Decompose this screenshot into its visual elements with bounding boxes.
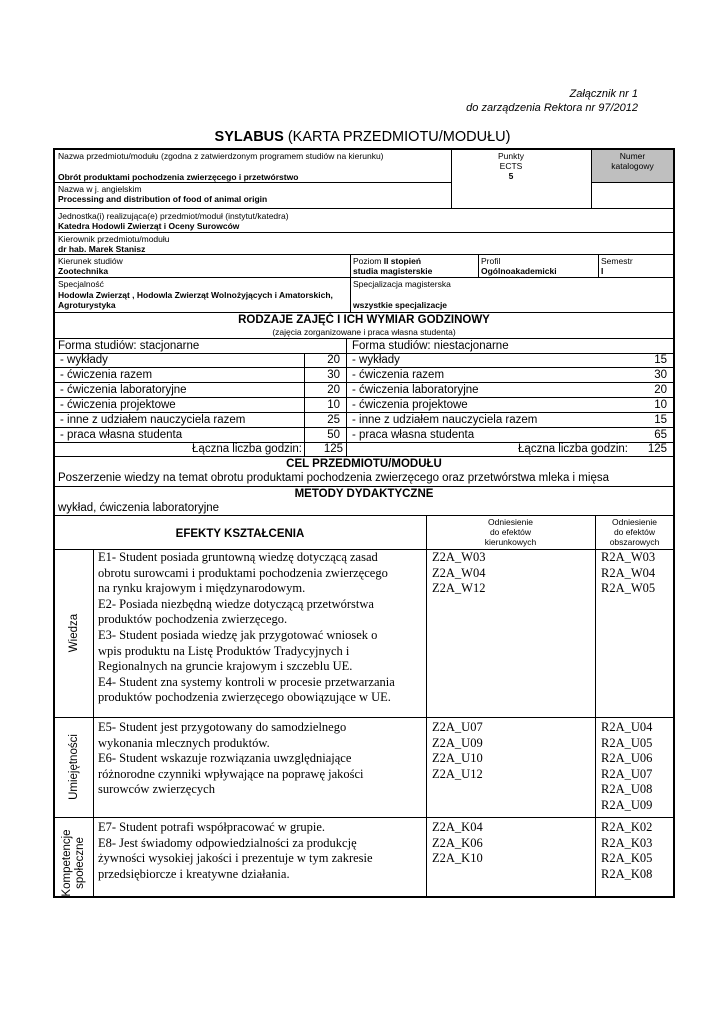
directional-effect-code: Z2A_W12 — [432, 581, 486, 596]
parttime-row-hours: 65 — [654, 429, 667, 441]
catalog-label-2: katalogowy — [611, 161, 654, 171]
fulltime-row-label: - ćwiczenia laboratoryjne — [60, 384, 187, 396]
effect-line: wykonania mlecznych produktów. — [98, 735, 270, 750]
effect-line: wpis produktu na Listę Produktów Tradycyjnych i — [98, 643, 350, 658]
effect-line: przedsiębiorcze i kreatywne działania. — [98, 866, 290, 881]
level-label-degree: II stopień — [383, 256, 422, 266]
hours-title: RODZAJE ZAJĘĆ I ICH WYMIAR GODZINOWY — [238, 314, 490, 326]
effect-line: E4- Student zna systemy kontroli w procesie przetwarzania — [98, 674, 395, 689]
fulltime-row-label: - wykłady — [60, 354, 108, 366]
area-effect-code: R2A_W04 — [601, 565, 656, 580]
parttime-row-label: - praca własna studenta — [352, 429, 475, 441]
directional-effect-code: Z2A_U07 — [432, 720, 483, 734]
area-ref-header — [596, 517, 673, 547]
field-value: Zootechnika — [58, 266, 109, 276]
directional-effect-code: Z2A_K10 — [432, 851, 483, 866]
area-ref-header-2: do efektów — [613, 527, 656, 537]
area-effect-code: R2A_W05 — [601, 581, 656, 596]
fulltime-row-label: - ćwiczenia projektowe — [60, 399, 176, 411]
area-effect-code: R2A_W03 — [601, 550, 656, 564]
parttime-row-label: - wykłady — [352, 354, 400, 366]
profile-label: Profil — [481, 256, 501, 266]
attachment-number: Załącznik nr 1 — [569, 88, 638, 100]
parttime-title: Forma studiów: niestacjonarne — [352, 340, 509, 352]
head-label: Kierownik przedmiotu/modułu — [58, 234, 170, 244]
directional-effect-code: Z2A_U09 — [432, 735, 483, 750]
subject-name-label: Nazwa przedmiotu/modułu (zgodna z zatwierdzonym programem studiów na kierunku) — [58, 151, 384, 161]
effect-line: E8- Jest świadomy odpowiedzialności za produkcję — [98, 835, 357, 850]
ects-value: 5 — [508, 171, 514, 181]
parttime-row-label: - inne z udziałem nauczyciela razem — [352, 414, 538, 426]
field-label: Kierunek studiów — [58, 256, 123, 266]
directional-effect-code: Z2A_W03 — [432, 550, 486, 564]
parttime-row-hours: 20 — [654, 384, 667, 396]
parttime-row-hours: 15 — [654, 414, 667, 426]
fulltime-row-hours: 50 — [327, 429, 340, 441]
specialty-label: Specjalność — [58, 279, 104, 289]
subject-name-value: Obrót produktami pochodzenia zwierzęcego i przetwórstwo — [58, 172, 299, 182]
area-ref-header-3: obszarowych — [609, 537, 660, 547]
effect-line: produktów pochodzenia zwierzęcego obowiązujące w UE. — [98, 690, 391, 705]
head-value: dr hab. Marek Stanisz — [58, 244, 146, 254]
ects-label-1: Punkty — [498, 151, 524, 161]
parttime-total-label: Łączna liczba godzin: — [518, 443, 628, 455]
master-spec-label: Specjalizacja magisterska — [353, 279, 451, 289]
dir-ref-header-2: do efektów — [489, 527, 532, 537]
category-social-competences — [61, 813, 87, 913]
effect-line: E3- Student posiada wiedzę jak przygotować wniosek o — [98, 628, 378, 642]
area-effect-code: R2A_K08 — [601, 866, 653, 881]
effect-line: E6- Student wskazuje rozwiązania uwzględniające — [98, 751, 352, 766]
fulltime-row-hours: 20 — [327, 384, 340, 396]
effect-line: żywności wysokiej jakości i prezentuje w tym zakresie — [98, 851, 373, 866]
goal-text: Poszerzenie wiedzy na temat obrotu produktami pochodzenia zwierzęcego oraz przetwórstwa mleka i mięsa — [58, 472, 609, 484]
category-social-1: Kompetencje — [61, 829, 73, 897]
category-skills: Umiejętności — [68, 734, 80, 800]
effect-line: różnorodne czynniki wpływające na poprawę jakości — [98, 766, 364, 781]
profile-value: Ogólnoakademicki — [481, 266, 557, 276]
level-label-prefix: Poziom — [353, 256, 384, 266]
effect-line: obrotu surowcami i produktami pochodzenia zwierzęcego — [98, 565, 388, 580]
methods-text: wykład, ćwiczenia laboratoryjne — [58, 502, 220, 514]
level-value: studia magisterskie — [353, 266, 433, 276]
area-effect-code: R2A_K02 — [601, 820, 653, 834]
fulltime-row-label: - praca własna studenta — [60, 429, 183, 441]
effect-line: E7- Student potrafi współpracować w grupie. — [98, 820, 326, 834]
parttime-total-value: 125 — [647, 443, 667, 455]
unit-value: Katedra Hodowli Zwierząt i Oceny Surowców — [58, 221, 240, 231]
area-effect-code: R2A_U07 — [601, 766, 653, 781]
hours-subtitle: (zajęcia zorganizowane i praca własna studenta) — [272, 327, 456, 337]
effect-line: E1- Student posiada gruntowną wiedzę dotyczącą zasad — [98, 550, 378, 564]
fulltime-row-hours: 25 — [327, 414, 340, 426]
parttime-row-hours: 10 — [654, 399, 667, 411]
effect-line: produktów pochodzenia zwierzęcego. — [98, 612, 288, 627]
fulltime-row-hours: 30 — [327, 369, 340, 381]
fulltime-row-label: - ćwiczenia razem — [60, 369, 153, 381]
dir-ref-header — [427, 517, 594, 547]
english-name-value: Processing and distribution of food of animal origin — [58, 194, 268, 204]
parttime-row-hours: 15 — [654, 354, 667, 366]
english-name-label: Nazwa w j. angielskim — [58, 184, 142, 194]
fulltime-title: Forma studiów: stacjonarne — [58, 340, 200, 352]
area-effect-code: R2A_U04 — [601, 720, 653, 734]
fulltime-row-label: - inne z udziałem nauczyciela razem — [60, 414, 246, 426]
category-knowledge: Wiedza — [68, 613, 80, 653]
dir-ref-header-1: Odniesienie — [488, 517, 533, 527]
directional-effect-code: Z2A_U12 — [432, 766, 483, 781]
title-rest: (KARTA PRZEDMIOTU/MODUŁU) — [283, 129, 511, 145]
parttime-row-label: - ćwiczenia laboratoryjne — [352, 384, 479, 396]
effect-line: na rynku krajowym i międzynarodowym. — [98, 581, 306, 596]
area-effect-code: R2A_U06 — [601, 751, 653, 766]
parttime-row-label: - ćwiczenia projektowe — [352, 399, 468, 411]
title-bold: SYLABUS — [214, 129, 284, 145]
fulltime-row-hours: 10 — [327, 399, 340, 411]
rector-order-reference: do zarządzenia Rektora nr 97/2012 — [466, 102, 638, 114]
parttime-row-hours: 30 — [654, 369, 667, 381]
semester-label: Semestr — [601, 256, 633, 266]
area-effect-code: R2A_U05 — [601, 735, 653, 750]
master-spec-value: wszystkie specjalizacje — [353, 300, 448, 310]
directional-effect-code: Z2A_W04 — [432, 565, 486, 580]
unit-label: Jednostka(i) realizująca(e) przedmiot/moduł (instytut/katedra) — [58, 211, 289, 221]
specialty-value: Hodowla Zwierząt , Hodowla Zwierząt Wolnożyjących i Amatorskich, Agroturystyka — [58, 290, 333, 310]
directional-effect-code: Z2A_K04 — [432, 820, 483, 834]
area-effect-code: R2A_U08 — [601, 782, 653, 797]
effect-line: E2- Posiada niezbędną wiedze dotyczącą przetwórstwa — [98, 596, 374, 611]
dir-ref-header-3: kierunkowych — [484, 537, 537, 547]
effect-line: E5- Student jest przygotowany do samodzielnego — [98, 720, 347, 734]
directional-effect-code: Z2A_K06 — [432, 835, 483, 850]
category-social-2: społeczne — [74, 837, 86, 889]
semester-value: I — [601, 266, 604, 276]
catalog-label-1: Numer — [619, 151, 646, 161]
parttime-row-label: - ćwiczenia razem — [352, 369, 445, 381]
effects-title: EFEKTY KSZTAŁCENIA — [175, 528, 305, 540]
ects-label-2: ECTS — [499, 161, 523, 171]
fulltime-row-hours: 20 — [327, 354, 340, 366]
effect-line: Regionalnych na gruncie krajowym i szczeblu UE. — [98, 659, 353, 674]
methods-title: METODY DYDAKTYCZNE — [294, 488, 434, 500]
page-title — [0, 129, 725, 145]
area-effect-code: R2A_K05 — [601, 851, 653, 866]
fulltime-total-label: Łączna liczba godzin: — [192, 443, 302, 455]
level-label — [353, 256, 473, 266]
goal-title: CEL PRZEDMIOTU/MODUŁU — [286, 458, 442, 470]
fulltime-total-value: 125 — [323, 443, 343, 455]
effect-line: surowców zwierzęcych — [98, 782, 215, 797]
directional-effect-code: Z2A_U10 — [432, 751, 483, 766]
area-effect-code: R2A_K03 — [601, 835, 653, 850]
area-ref-header-1: Odniesienie — [612, 517, 657, 527]
area-effect-code: R2A_U09 — [601, 798, 653, 812]
